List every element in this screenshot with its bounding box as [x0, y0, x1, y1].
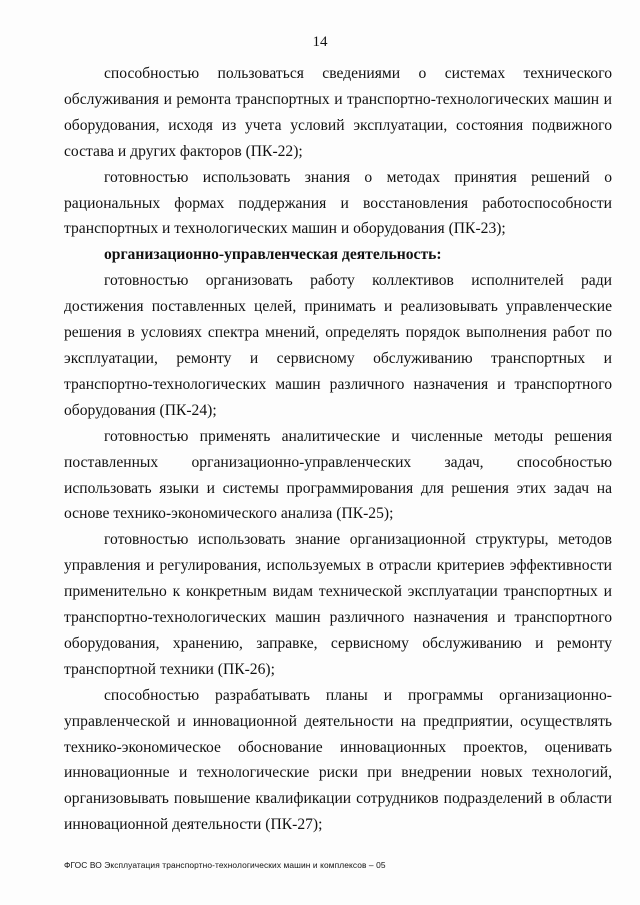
- page-number: 14: [312, 34, 328, 50]
- paragraph-pk25: готовностью применять аналитические и численные методы решения поставленных организационно-управленческих задач, способностью использовать языки и системы программирования для решения этих задач на основе технико-экономического анализа (ПК-25);: [64, 427, 612, 523]
- paragraph-pk23: готовностью использовать знания о методах принятия решений о рациональных формах поддержания и восстановления работоспособности транспортных и технологических машин и оборудования (ПК-23);: [64, 168, 612, 238]
- paragraph-pk24: готовностью организовать работу коллективов исполнителей ради достижения поставленных целей, принимать и реализовывать управленческие решения в условиях спектра мнений, определять порядок выполнения работ по эксплуатации, ремонту и сервисному обслуживанию транспортных и транспортно-технологических машин различного назначения и транспортного оборудования (ПК-24);: [64, 272, 612, 419]
- section-heading: организационно-управленческая деятельность:: [104, 246, 442, 264]
- page-footer: ФГОС ВО Эксплуатация транспортно-технологических машин и комплексов – 05: [64, 860, 386, 870]
- paragraph-pk22: способностью пользоваться сведениями о системах технического обслуживания и ремонта транспортных и транспортно-технологических машин и оборудования, исходя из учета условий эксплуатации, состояния подвижного состава и других факторов (ПК-22);: [64, 65, 612, 160]
- paragraph-pk26: готовностью использовать знание организационной структуры, методов управления и регулирования, используемых в отрасли критериев эффективности применительно к конкретным видам технической эксплуатации транспортных и транспортно-технологических машин различного назначения и транспортного оборудования, хранению, заправке, сервисному обслуживанию и ремонту транспортной техники (ПК-26);: [64, 531, 612, 678]
- paragraph-pk27: способностью разрабатывать планы и программы организационно-управленческой и инновационной деятельности на предприятии, осуществлять технико-экономическое обоснование инновационных проектов, оценивать инновационные и технологические риски при внедрении новых технологий, организовывать повышение квалификации сотрудников подразделений в области инновационной деятельности (ПК-27);: [64, 686, 612, 834]
- document-body: [64, 61, 612, 838]
